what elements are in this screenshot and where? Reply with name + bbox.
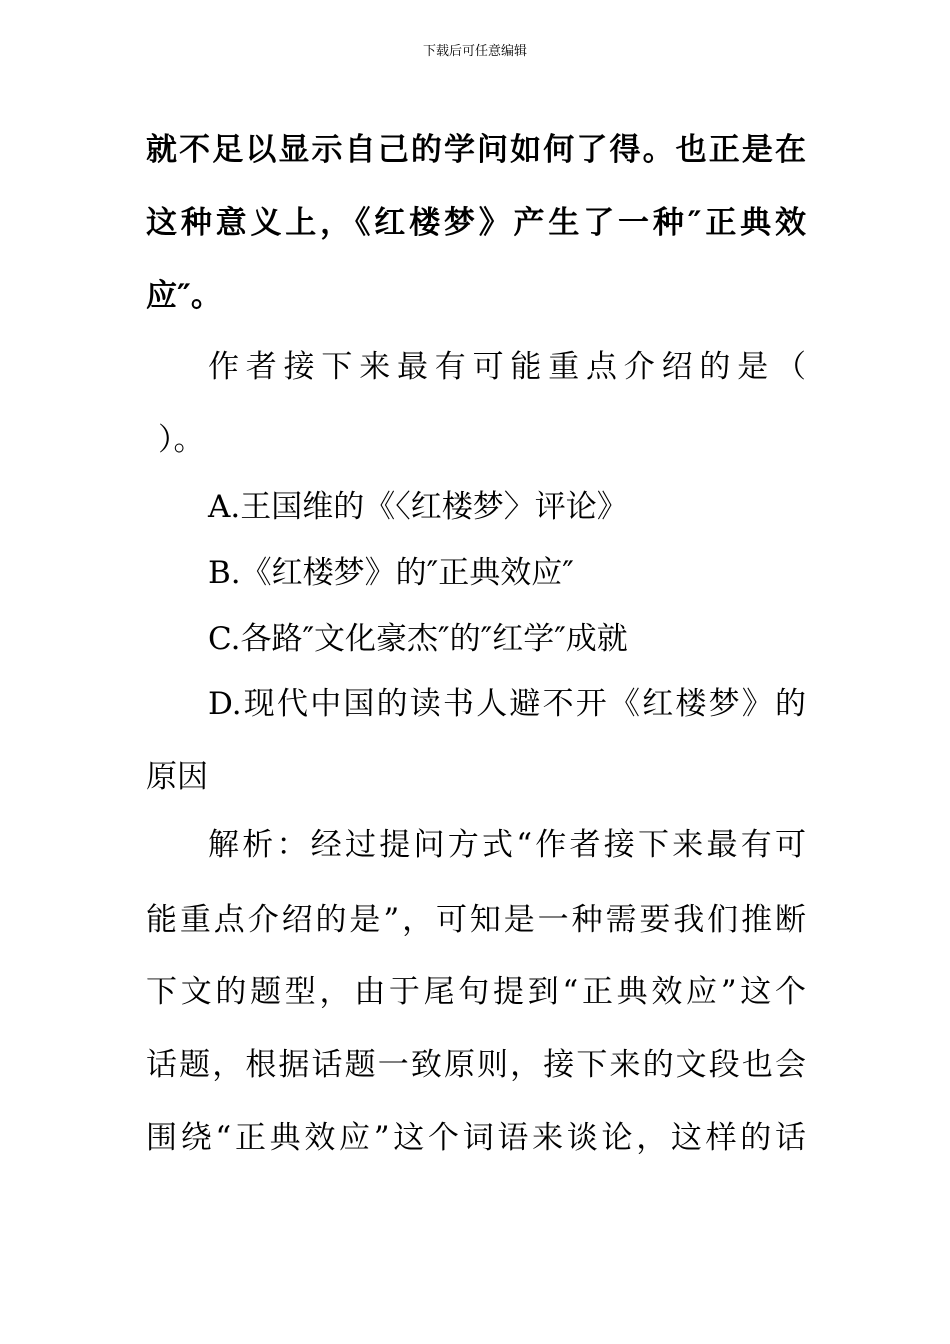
page-header: 下载后可任意编辑 — [422, 44, 527, 59]
body-line-2: 这种意义上，《红楼梦》产生了一种″正典效 — [146, 205, 806, 241]
analysis-line-4: 话题，根据话题一致原则，接下来的文段也会 — [146, 1047, 806, 1083]
option-b: B.《红楼梦》的″正典效应″ — [208, 555, 574, 591]
question-line-2: ）。 — [158, 422, 205, 458]
body-line-3: 应″。 — [146, 278, 222, 314]
body-line-1: 就不足以显示自己的学问如何了得。也正是在 — [146, 132, 806, 168]
option-a: A.王国维的《〈红楼梦〉评论》 — [208, 489, 628, 525]
analysis-line-5: 围绕“正典效应”这个词语来谈论，这样的话 — [146, 1120, 806, 1156]
analysis-line-1: 解析：经过提问方式“作者接下来最有可 — [208, 827, 806, 863]
analysis-line-3: 下文的题型，由于尾句提到“正典效应”这个 — [146, 974, 806, 1010]
question-line-1: 作者接下来最有可能重点介绍的是（ — [208, 349, 806, 385]
option-d-line-2: 原因 — [146, 759, 208, 795]
option-c: C.各路″文化豪杰″的″红学″成就 — [208, 621, 628, 657]
analysis-line-2: 能重点介绍的是”，可知是一种需要我们推断 — [146, 902, 806, 938]
option-d-line-1: D.现代中国的读书人避不开《红楼梦》的 — [208, 686, 806, 722]
